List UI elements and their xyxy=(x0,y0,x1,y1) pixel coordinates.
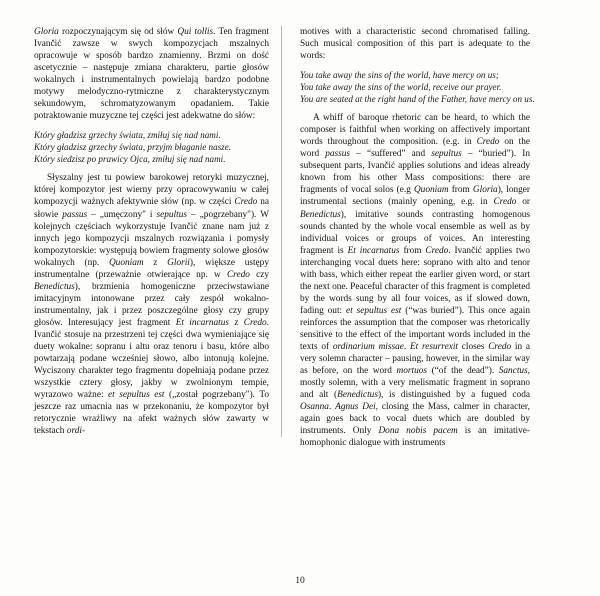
left-quote-line-3: Który siedzisz po prawicy Ojca, zmiłuj się nad nami. xyxy=(34,154,226,165)
right-text-column xyxy=(282,26,535,449)
left-paragraph-1: Gloria rozpoczynającym się od słów Qui tollis. Ten fragment Ivančić zawsze w swych kompozycjach mszalnych opracowuje w sposób bardzo znamienny. Brzmi on dość ascetycznie – następuje zmiana charakteru, partie głosów wokalnych i instrumentalnych powielają bardzo podobne motywy melodyczno-rytmiczne z charakterystycznym sekundowym, schromatyzowanym opadaniem. Takie potraktowanie muzyczne tej części jest adekwatne do słów: xyxy=(34,27,269,122)
right-paragraph-2: A whiff of baroque rhetoric can be heard, to which the composer is faithful when working on affectively important words throughout the composition. (e.g. in Credo on the word passus – “suffered” and sepultus – “buried”). In subsequent parts, Ivančić applies solutions and ideas already known from his other Mass compositions: there are fragments of vocal solos (e.g Quoniam from Gloria), longer instrumental sections (mainly opening, e.g. in Credo or Benedictus), imitative sounds contrasting homogenous sounds chanted by the whole vocal ensemble as well as by individual voices or groups of voices. An interesting fragment is Et incarnatus from Credo. Ivančić applies two interchanging vocal duets here: soprano with alto and tenor with bass, which either repeat the earlier given word, or start the next one. Peaceful character of this fragment is completed by the words sung by all four voices, as if slowed down, fading out: et sepultus est (“was buried”). This once again reinforces the assumption that the composer was rhetorically sensitive to the effect of the important words included in the texts of ordinarium missae. Et resurrexit closes Credo in a very solemn character – pausing, however, in the similar way as before, on the word mortuos (“of the dead”). Sanctus, mostly solemn, with a very melismatic fragment in soprano and alt (Benedictus), is distinguished by a fugued coda Osanna. Agnus Dei, closing the Mass, calmer in character, again goes back to vocal duets which are doubled by instruments. Only Dona nobis pacem is an imitative-homophonic dialogue with instruments xyxy=(300,113,531,449)
left-quote-line-1: Który gładzisz grzechy świata, zmiłuj się nad nami. xyxy=(34,130,221,141)
left-text-column xyxy=(34,26,282,437)
left-paragraph-2: Słyszalny jest tu powiew barokowej retoryki muzycznej, której kompozytor jest wierny przy opracowywaniu w całej kompozycji ważnych afektywnie słów (np. w części Credo na słowie passus – „umęczony" i sepultus – „pogrzebany"). W kolejnych częściach wykorzystuje Ivančić znane nam już z innych jego kompozycji mszalnych rozwiązania i pomysły kompozytorskie: występują bowiem fragmenty solowe głosów wokalnych (np. Quoniam z Glorii), większe ustępy instrumentalne (przeważnie otwierające np. w Credo czy Benedictus), brzmienia homogeniczne przeciwstawiane imitacyjnym intonowane przez cały zespół wokalno-instrumentalny, jak i przez poszczególne głosy czy grupy głosów. Interesujący jest fragment Et incarnatus z Credo. Ivančić stosuje na przestrzeni tej części dwa wymieniające się duety wokalne: sopranu i altu oraz tenoru i basu, które albo powtarzają podane wcześniej słowo, albo intonują kolejne. Wyciszony charakter tego fragmentu dopełniają podane przez wszystkie cztery głosy, jakby w zwolnionym tempie, wyrazowo ważne: et sepultus est („został pogrzebany"). To jeszcze raz umacnia nas w przekonaniu, że kompozytor był retorycznie wrażliwy na afekt ważnych słów zawarty w tekstach ordi- xyxy=(34,173,269,437)
two-column-layout xyxy=(34,26,566,566)
right-quote-line-2: You take away the sins of the world, receive our prayer. xyxy=(300,82,502,93)
page-number: 10 xyxy=(295,575,305,586)
right-quote-line-3: You are seated at the right hand of the Father, have mercy on us. xyxy=(300,94,535,105)
right-quote-line-1: You take away the sins of the world, have mercy on us; xyxy=(300,70,499,81)
left-quote-line-2: Który gładzisz grzechy świata, przyjm błaganie nasze. xyxy=(34,142,232,153)
right-paragraph-1: motives with a characteristic second chromatised falling. Such musical composition of this part is adequate to the words: xyxy=(300,27,530,62)
right-quote-block xyxy=(300,69,535,105)
left-quote-block xyxy=(34,129,269,165)
